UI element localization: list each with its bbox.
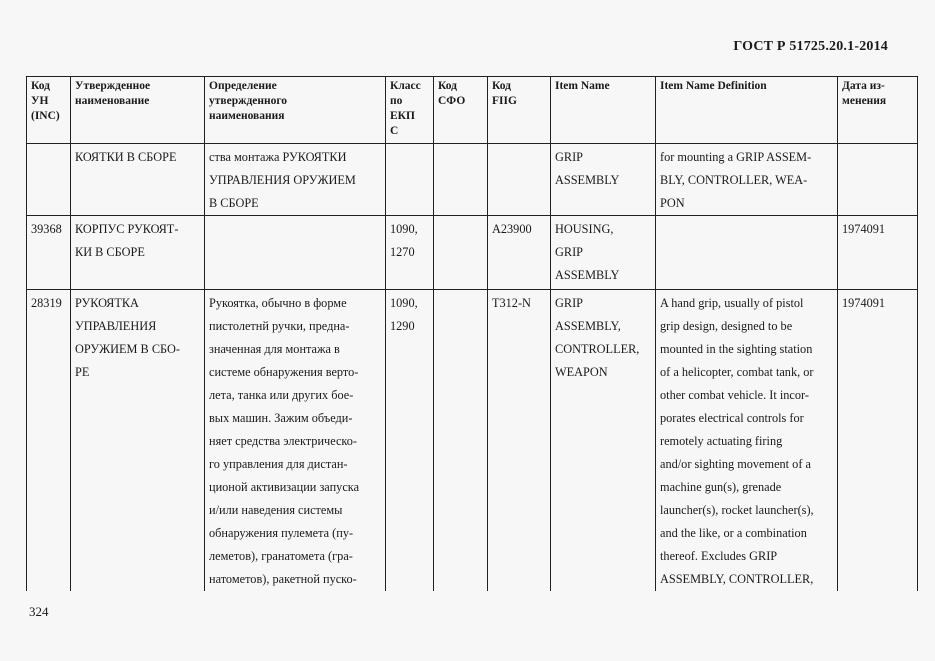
document-code: ГОСТ Р 51725.20.1-2014 (733, 39, 888, 54)
cell-sfo (434, 290, 488, 592)
cell-item-definition (656, 216, 838, 290)
cell-change-date: 1974091 (838, 216, 918, 290)
cell-change-date: 1974091 (838, 290, 918, 592)
item-name-table (26, 76, 918, 591)
cell-class: 1090, 1290 (386, 290, 434, 592)
header-fiig: Код FIIG (488, 77, 551, 144)
cell-sfo (434, 216, 488, 290)
cell-fiig: T312-N (488, 290, 551, 592)
cell-class: 1090, 1270 (386, 216, 434, 290)
header-item-definition: Item Name Definition (656, 77, 838, 144)
cell-item-name: GRIP ASSEMBLY (551, 144, 656, 216)
cell-change-date (838, 144, 918, 216)
header-approved-name: Утвержденное наименование (71, 77, 205, 144)
cell-inc (27, 144, 71, 216)
table-row (27, 216, 918, 290)
cell-sfo (434, 144, 488, 216)
header-change-date: Дата из- менения (838, 77, 918, 144)
cell-fiig: A23900 (488, 216, 551, 290)
cell-item-name: GRIP ASSEMBLY, CONTROLLER, WEAPON (551, 290, 656, 592)
cell-definition: Рукоятка, обычно в форме пистолетнй ручки, предна- значенная для монтажа в системе обнаружения верто- лета, танка или других бое- вых машин. Зажим объеди- няет средства электрическо- го управления для дистан- ционой активизации запуска и/или наведения системы обнаружения пулемета (пу- леметов), гранатомета (гра- натометов), ракетной пуско- (205, 290, 386, 592)
cell-class (386, 144, 434, 216)
header-class: Класс по ЕКП С (386, 77, 434, 144)
cell-inc: 28319 (27, 290, 71, 592)
cell-item-name: HOUSING, GRIP ASSEMBLY (551, 216, 656, 290)
cell-fiig (488, 144, 551, 216)
header-sfo: Код СФО (434, 77, 488, 144)
table-row (27, 144, 918, 216)
cell-name: РУКОЯТКА УПРАВЛЕНИЯ ОРУЖИЕМ В СБО- РЕ (71, 290, 205, 592)
cell-item-definition: for mounting a GRIP ASSEM- BLY, CONTROLLER, WEA- PON (656, 144, 838, 216)
cell-definition (205, 216, 386, 290)
cell-inc: 39368 (27, 216, 71, 290)
table-header-row (27, 77, 918, 144)
cell-item-definition: A hand grip, usually of pistol grip design, designed to be mounted in the sighting station of a helicopter, combat tank, or other combat vehicle. It incor- porates electrical controls for remotely actuating firing and/or sighting movement of a machine gun(s), grenade launcher(s), rocket launcher(s), and the like, or a combination thereof. Excludes GRIP ASSEMBLY, CONTROLLER, (656, 290, 838, 592)
cell-name: КОРПУС РУКОЯТ- КИ В СБОРЕ (71, 216, 205, 290)
header-inc: Код УН (INC) (27, 77, 71, 144)
header-definition: Определение утвержденного наименования (205, 77, 386, 144)
header-item-name: Item Name (551, 77, 656, 144)
page-number: 324 (29, 604, 49, 619)
table-row (27, 290, 918, 592)
cell-name: КОЯТКИ В СБОРЕ (71, 144, 205, 216)
cell-definition: ства монтажа РУКОЯТКИ УПРАВЛЕНИЯ ОРУЖИЕМ В СБОРЕ (205, 144, 386, 216)
